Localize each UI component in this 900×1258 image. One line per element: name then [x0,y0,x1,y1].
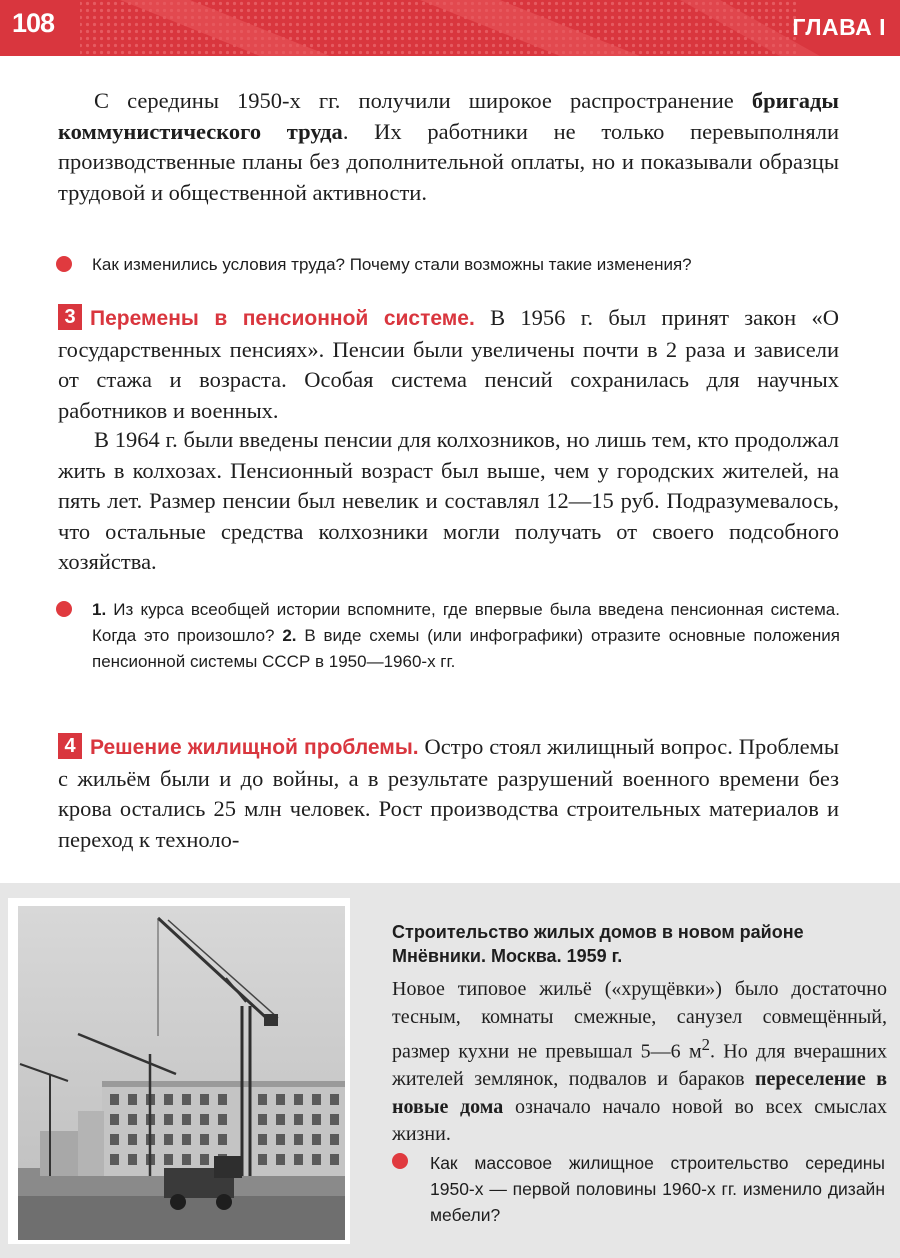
term-resettlement: переселение в новые дома [392,1068,888,1118]
question-bullet-icon [392,1153,408,1169]
question-text: В виде схемы (или инфографики) отразите основные положения пенсионной системы СССР в 1950—1960-х гг. [92,626,840,671]
header-halftone-pattern [0,0,900,56]
term-brigades: бригады коммунистического труда [58,88,839,144]
section-housing [58,732,839,855]
question-text: Из курса всеобщей истории вспомните, где впервые была введена пенсионная система. Когда это произошло? [92,600,840,645]
chapter-label: ГЛАВА I [792,14,886,40]
caption-text: . Но для вчерашних жителей землянок, подвалов и бараков [392,1040,887,1091]
question-bullet-icon [56,601,72,617]
section-number-badge: 3 [58,304,82,330]
page-number: 108 [12,8,55,38]
section-text: В 1956 г. был принят закон «О государственных пенсиях». Пенсии были увеличены почти в 2 раза и зависели от стажа и возраста. Особая система пенсий сохранилась для научных работников и военных. [58,305,839,423]
section-pensions [58,303,839,426]
caption-text: означало начало новой во всех смыслах жизни. [392,1095,887,1146]
construction-photo [18,906,345,1240]
question-number: 1. [92,600,107,619]
paragraph-kolkhoz-pensions: В 1964 г. были введены пенсии для колхозников, но лишь тем, кто продолжал жить в колхозах. Пенсионный возраст был выше, чем у городских жителей, на пять лет. Размер пенсии был невелик и составлял 12—15 руб. Подразумевалось, что остальные средства колхозники могли получать от своего подсобного хозяйства. [58,427,839,574]
figure-caption-title: Строительство жилых домов в новом районе Мнёвники. Москва. 1959 г. [392,922,804,966]
page-header [0,0,900,56]
figure-caption-text [392,976,887,1149]
section-title: Решение жилищной проблемы. [90,736,419,759]
question-number: 2. [282,626,297,645]
paragraph-text: . Их работники не только перевыполняли производственные планы без дополнительной оплаты, но и показывали образцы трудовой и общественной активности. [58,118,839,205]
section-number-badge: 4 [58,733,82,759]
caption-superscript: 2 [701,1035,710,1054]
paragraph-text: С середины 1950-х гг. получили широкое распространение [94,88,752,113]
section-text: Остро стоял жилищный вопрос. Проблемы с жильём были и до войны, а в результате разрушений военного времени без крова остались 25 млн человек. Рост производства строительных материалов и переход к техноло- [58,734,839,852]
question-labor: Как изменились условия труда? Почему стали возможны такие изменения? [92,255,692,274]
question-furniture: Как массовое жилищное строительство середины 1950-х — первой половины 1960-х гг. изменило дизайн мебели? [430,1153,885,1225]
question-pension-system [92,597,840,675]
section-title: Перемены в пенсионной системе. [90,307,475,330]
paragraph-brigades [58,86,839,208]
caption-text: Новое типовое жильё («хрущёвки») было достаточно тесным, комнаты смежные, санузел совмещённый, размер кухни не превышал 5—6 м [392,978,887,1063]
question-bullet-icon [56,256,72,272]
construction-photo-illustration [18,906,345,1240]
